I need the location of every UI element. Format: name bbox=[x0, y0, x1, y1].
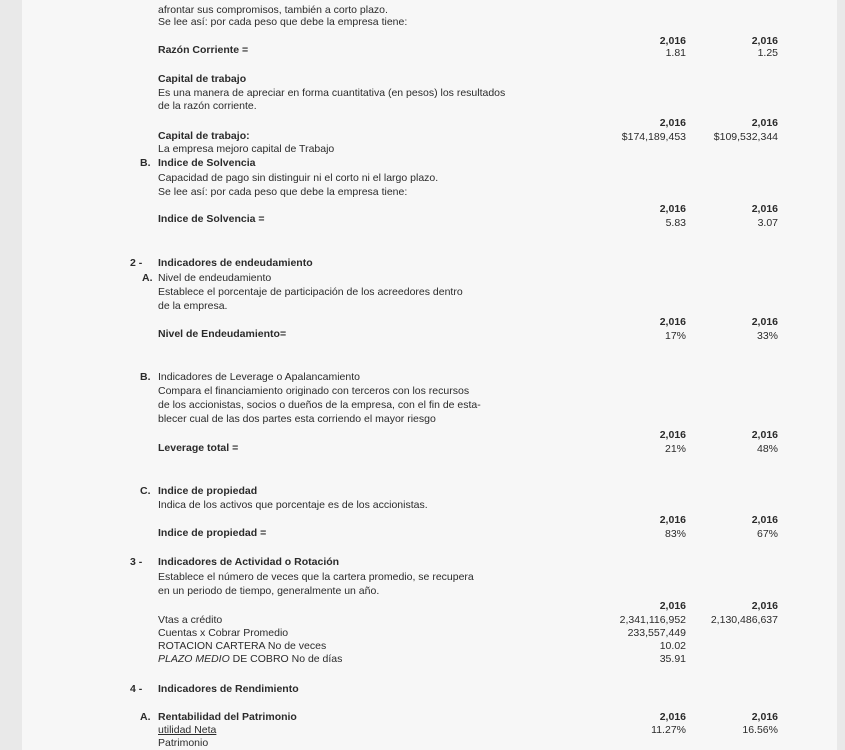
solvencia-value-1: 5.83 bbox=[665, 217, 686, 229]
actividad-number: 3 - bbox=[130, 556, 143, 568]
intro-line-2: Se lee así: por cada peso que debe la empresa tiene: bbox=[158, 16, 408, 28]
rendimiento-number: 4 - bbox=[130, 683, 143, 695]
endeudamiento-year-2: 2,016 bbox=[751, 316, 778, 328]
rendimiento-heading: Indicadores de Rendimiento bbox=[158, 683, 299, 695]
capital-year-2: 2,016 bbox=[751, 117, 778, 129]
solvencia-year-1: 2,016 bbox=[659, 203, 686, 215]
actividad-desc-2: en un periodo de tiempo, generalmente un año. bbox=[158, 585, 380, 597]
leverage-year-1: 2,016 bbox=[659, 429, 686, 441]
razon-value-1: 1.81 bbox=[665, 47, 686, 59]
endeudamiento-label: Nivel de Endeudamiento= bbox=[158, 328, 287, 340]
propiedad-desc-1: Indica de los activos que porcentaje es de los accionistas. bbox=[158, 499, 428, 511]
actividad-row-label bbox=[158, 653, 342, 665]
endeudamiento-desc-2: de la empresa. bbox=[158, 300, 228, 312]
razon-year-1: 2,016 bbox=[659, 35, 686, 47]
leverage-letter: B. bbox=[140, 371, 151, 383]
endeudamiento-desc-1: Establece el porcentaje de participación de los acreedores dentro bbox=[158, 286, 463, 298]
capital-year-1: 2,016 bbox=[659, 117, 686, 129]
endeudamiento-heading: Indicadores de endeudamiento bbox=[158, 257, 313, 269]
actividad-row-value-1: 233,557,449 bbox=[627, 627, 686, 639]
endeudamiento-a-letter: A. bbox=[142, 272, 153, 284]
solvencia-heading: Indice de Solvencia bbox=[158, 157, 256, 169]
document-page bbox=[22, 0, 837, 750]
actividad-row-value-1: 2,341,116,952 bbox=[619, 614, 686, 626]
rendimiento-denominator: Patrimonio bbox=[158, 737, 209, 749]
solvencia-value-2: 3.07 bbox=[757, 217, 778, 229]
rendimiento-a-heading: Rentabilidad del Patrimonio bbox=[158, 711, 297, 723]
leverage-year-2: 2,016 bbox=[751, 429, 778, 441]
razon-year-2: 2,016 bbox=[751, 35, 778, 47]
actividad-year-2: 2,016 bbox=[751, 600, 778, 612]
actividad-row-value-1: 35.91 bbox=[659, 653, 686, 665]
actividad-row-value-1: 10.02 bbox=[659, 640, 686, 652]
rendimiento-value-2: 16.56% bbox=[742, 724, 778, 736]
capital-desc-2: de la razón corriente. bbox=[158, 100, 257, 112]
solvencia-year-2: 2,016 bbox=[751, 203, 778, 215]
propiedad-year-1: 2,016 bbox=[659, 514, 686, 526]
intro-line-1: afrontar sus compromisos, también a corto plazo. bbox=[158, 4, 388, 16]
endeudamiento-number: 2 - bbox=[130, 257, 143, 269]
rendimiento-year-1: 2,016 bbox=[659, 711, 686, 723]
actividad-row-value-2: 2,130,486,637 bbox=[710, 614, 778, 626]
plazo-medio-rest: DE COBRO No de días bbox=[229, 653, 343, 665]
capital-value-1: $174,189,453 bbox=[621, 131, 686, 143]
endeudamiento-value-2: 33% bbox=[756, 330, 778, 342]
solvencia-letter: B. bbox=[140, 157, 151, 169]
solvencia-desc-2: Se lee así: por cada peso que debe la empresa tiene: bbox=[158, 186, 408, 198]
leverage-desc-2: de los accionistas, socios o dueños de la empresa, con el fin de esta- bbox=[158, 399, 481, 411]
razon-value-2: 1.25 bbox=[757, 47, 778, 59]
rendimiento-year-2: 2,016 bbox=[751, 711, 778, 723]
propiedad-year-2: 2,016 bbox=[751, 514, 778, 526]
endeudamiento-a-heading: Nivel de endeudamiento bbox=[158, 272, 272, 284]
solvencia-label: Indice de Solvencia = bbox=[158, 213, 265, 225]
leverage-value-1: 21% bbox=[664, 443, 686, 455]
rendimiento-value-1: 11.27% bbox=[651, 724, 686, 736]
actividad-desc-1: Establece el número de veces que la cartera promedio, se recupera bbox=[158, 571, 474, 583]
solvencia-desc-1: Capacidad de pago sin distinguir ni el corto ni el largo plazo. bbox=[158, 172, 439, 184]
endeudamiento-value-1: 17% bbox=[664, 330, 686, 342]
capital-heading: Capital de trabajo bbox=[158, 73, 247, 85]
rendimiento-numerator: utilidad Neta bbox=[158, 724, 217, 736]
leverage-desc-3: blecer cual de las dos partes esta corriendo el mayor riesgo bbox=[158, 413, 436, 425]
endeudamiento-year-1: 2,016 bbox=[659, 316, 686, 328]
capital-value-2: $109,532,344 bbox=[713, 131, 778, 143]
plazo-medio-italic: PLAZO MEDIO bbox=[158, 653, 230, 665]
leverage-heading: Indicadores de Leverage o Apalancamiento bbox=[158, 371, 360, 383]
actividad-heading: Indicadores de Actividad o Rotación bbox=[158, 556, 340, 568]
actividad-year-1: 2,016 bbox=[659, 600, 686, 612]
actividad-row-label: ROTACION CARTERA No de veces bbox=[158, 640, 327, 652]
propiedad-label: Indice de propiedad = bbox=[158, 527, 267, 539]
capital-note: La empresa mejoro capital de Trabajo bbox=[158, 143, 335, 155]
propiedad-letter: C. bbox=[140, 485, 151, 497]
actividad-row-label: Vtas a crédito bbox=[158, 614, 223, 626]
leverage-label: Leverage total = bbox=[158, 442, 239, 454]
propiedad-heading: Indice de propiedad bbox=[158, 485, 258, 497]
capital-label: Capital de trabajo: bbox=[158, 130, 250, 142]
propiedad-value-2: 67% bbox=[756, 528, 778, 540]
razon-corriente-label: Razón Corriente = bbox=[158, 44, 249, 56]
propiedad-value-1: 83% bbox=[664, 528, 686, 540]
actividad-row-label: Cuentas x Cobrar Promedio bbox=[158, 627, 289, 639]
leverage-value-2: 48% bbox=[756, 443, 778, 455]
capital-desc-1: Es una manera de apreciar en forma cuantitativa (en pesos) los resultados bbox=[158, 87, 506, 99]
rendimiento-a-letter: A. bbox=[140, 711, 151, 723]
leverage-desc-1: Compara el financiamiento originado con terceros con los recursos bbox=[158, 385, 470, 397]
